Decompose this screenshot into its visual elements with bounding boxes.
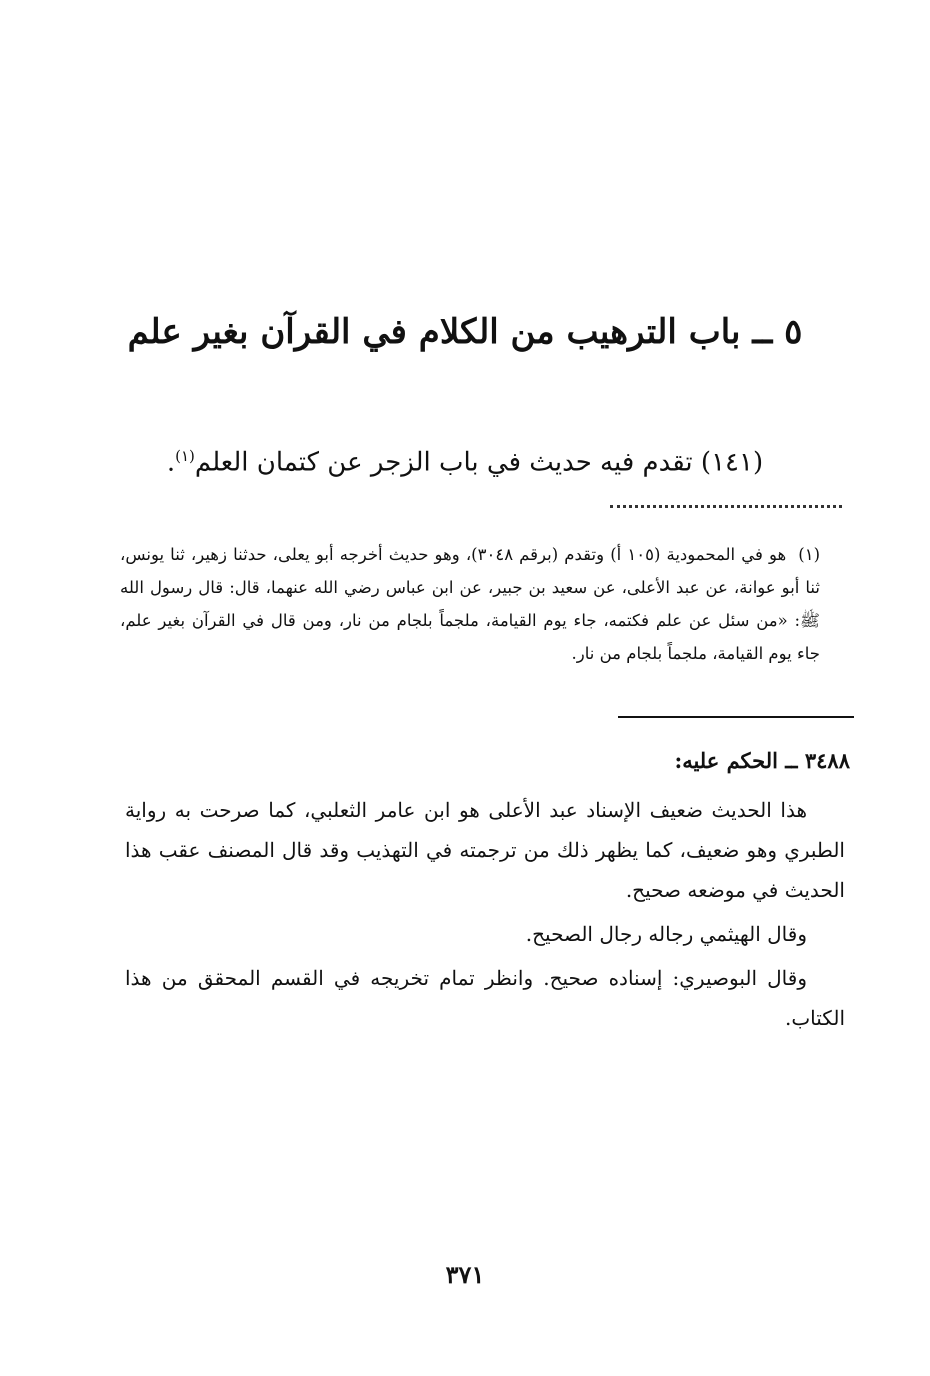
hadith-end-punctuation: . <box>166 447 176 478</box>
footnote-separator <box>610 505 842 508</box>
hadith-text: (١٤١) تقدم فيه حديث في باب الزجر عن كتمان العلم <box>194 447 764 478</box>
verdict-paragraph: هذا الحديث ضعيف الإسناد عبد الأعلى هو ابن عامر الثعلبي، كما صرحت به رواية الطبري وهو ضعيف، كما يظهر ذلك من ترجمته في التهذيب وقد قال المصنف عقب هذا الحديث في موضعه صحيح. <box>125 798 845 902</box>
verdict-body <box>125 790 845 1042</box>
hadith-entry <box>120 436 810 483</box>
page-number: ٣٧١ <box>445 1260 485 1289</box>
footnote-reference: (١) <box>175 447 195 465</box>
verdict-heading: ٣٤٨٨ ــ الحكم عليه: <box>674 748 850 773</box>
verdict-paragraph: وقال البوصيري: إسناده صحيح. وانظر تمام تخريجه في القسم المحقق من هذا الكتاب. <box>125 966 845 1030</box>
footnote-text: هو في المحمودية (١٠٥ أ) وتقدم (برقم ٣٠٤٨)، وهو حديث أخرجه أبو يعلى، حدثنا زهير، ثنا يونس، ثنا أبو عوانة، عن عبد الأعلى، عن سعيد بن جبير، عن ابن عباس رضي الله عنهما، قال: قال رسول الله ﷺ: «من سئل عن علم فكتمه، جاء يوم القيامة، ملجماً بلجام من نار، ومن قال في القرآن بغير علم، جاء يوم القيامة، ملجماً بلجام من نار. <box>120 545 820 663</box>
verdict-paragraph: وقال الهيثمي رجاله رجال الصحيح. <box>525 922 807 946</box>
section-divider <box>618 716 854 718</box>
chapter-title: ٥ ــ باب الترهيب من الكلام في القرآن بغير علم <box>127 312 803 352</box>
footnote-number: (١) <box>798 545 820 564</box>
footnote <box>120 538 820 670</box>
